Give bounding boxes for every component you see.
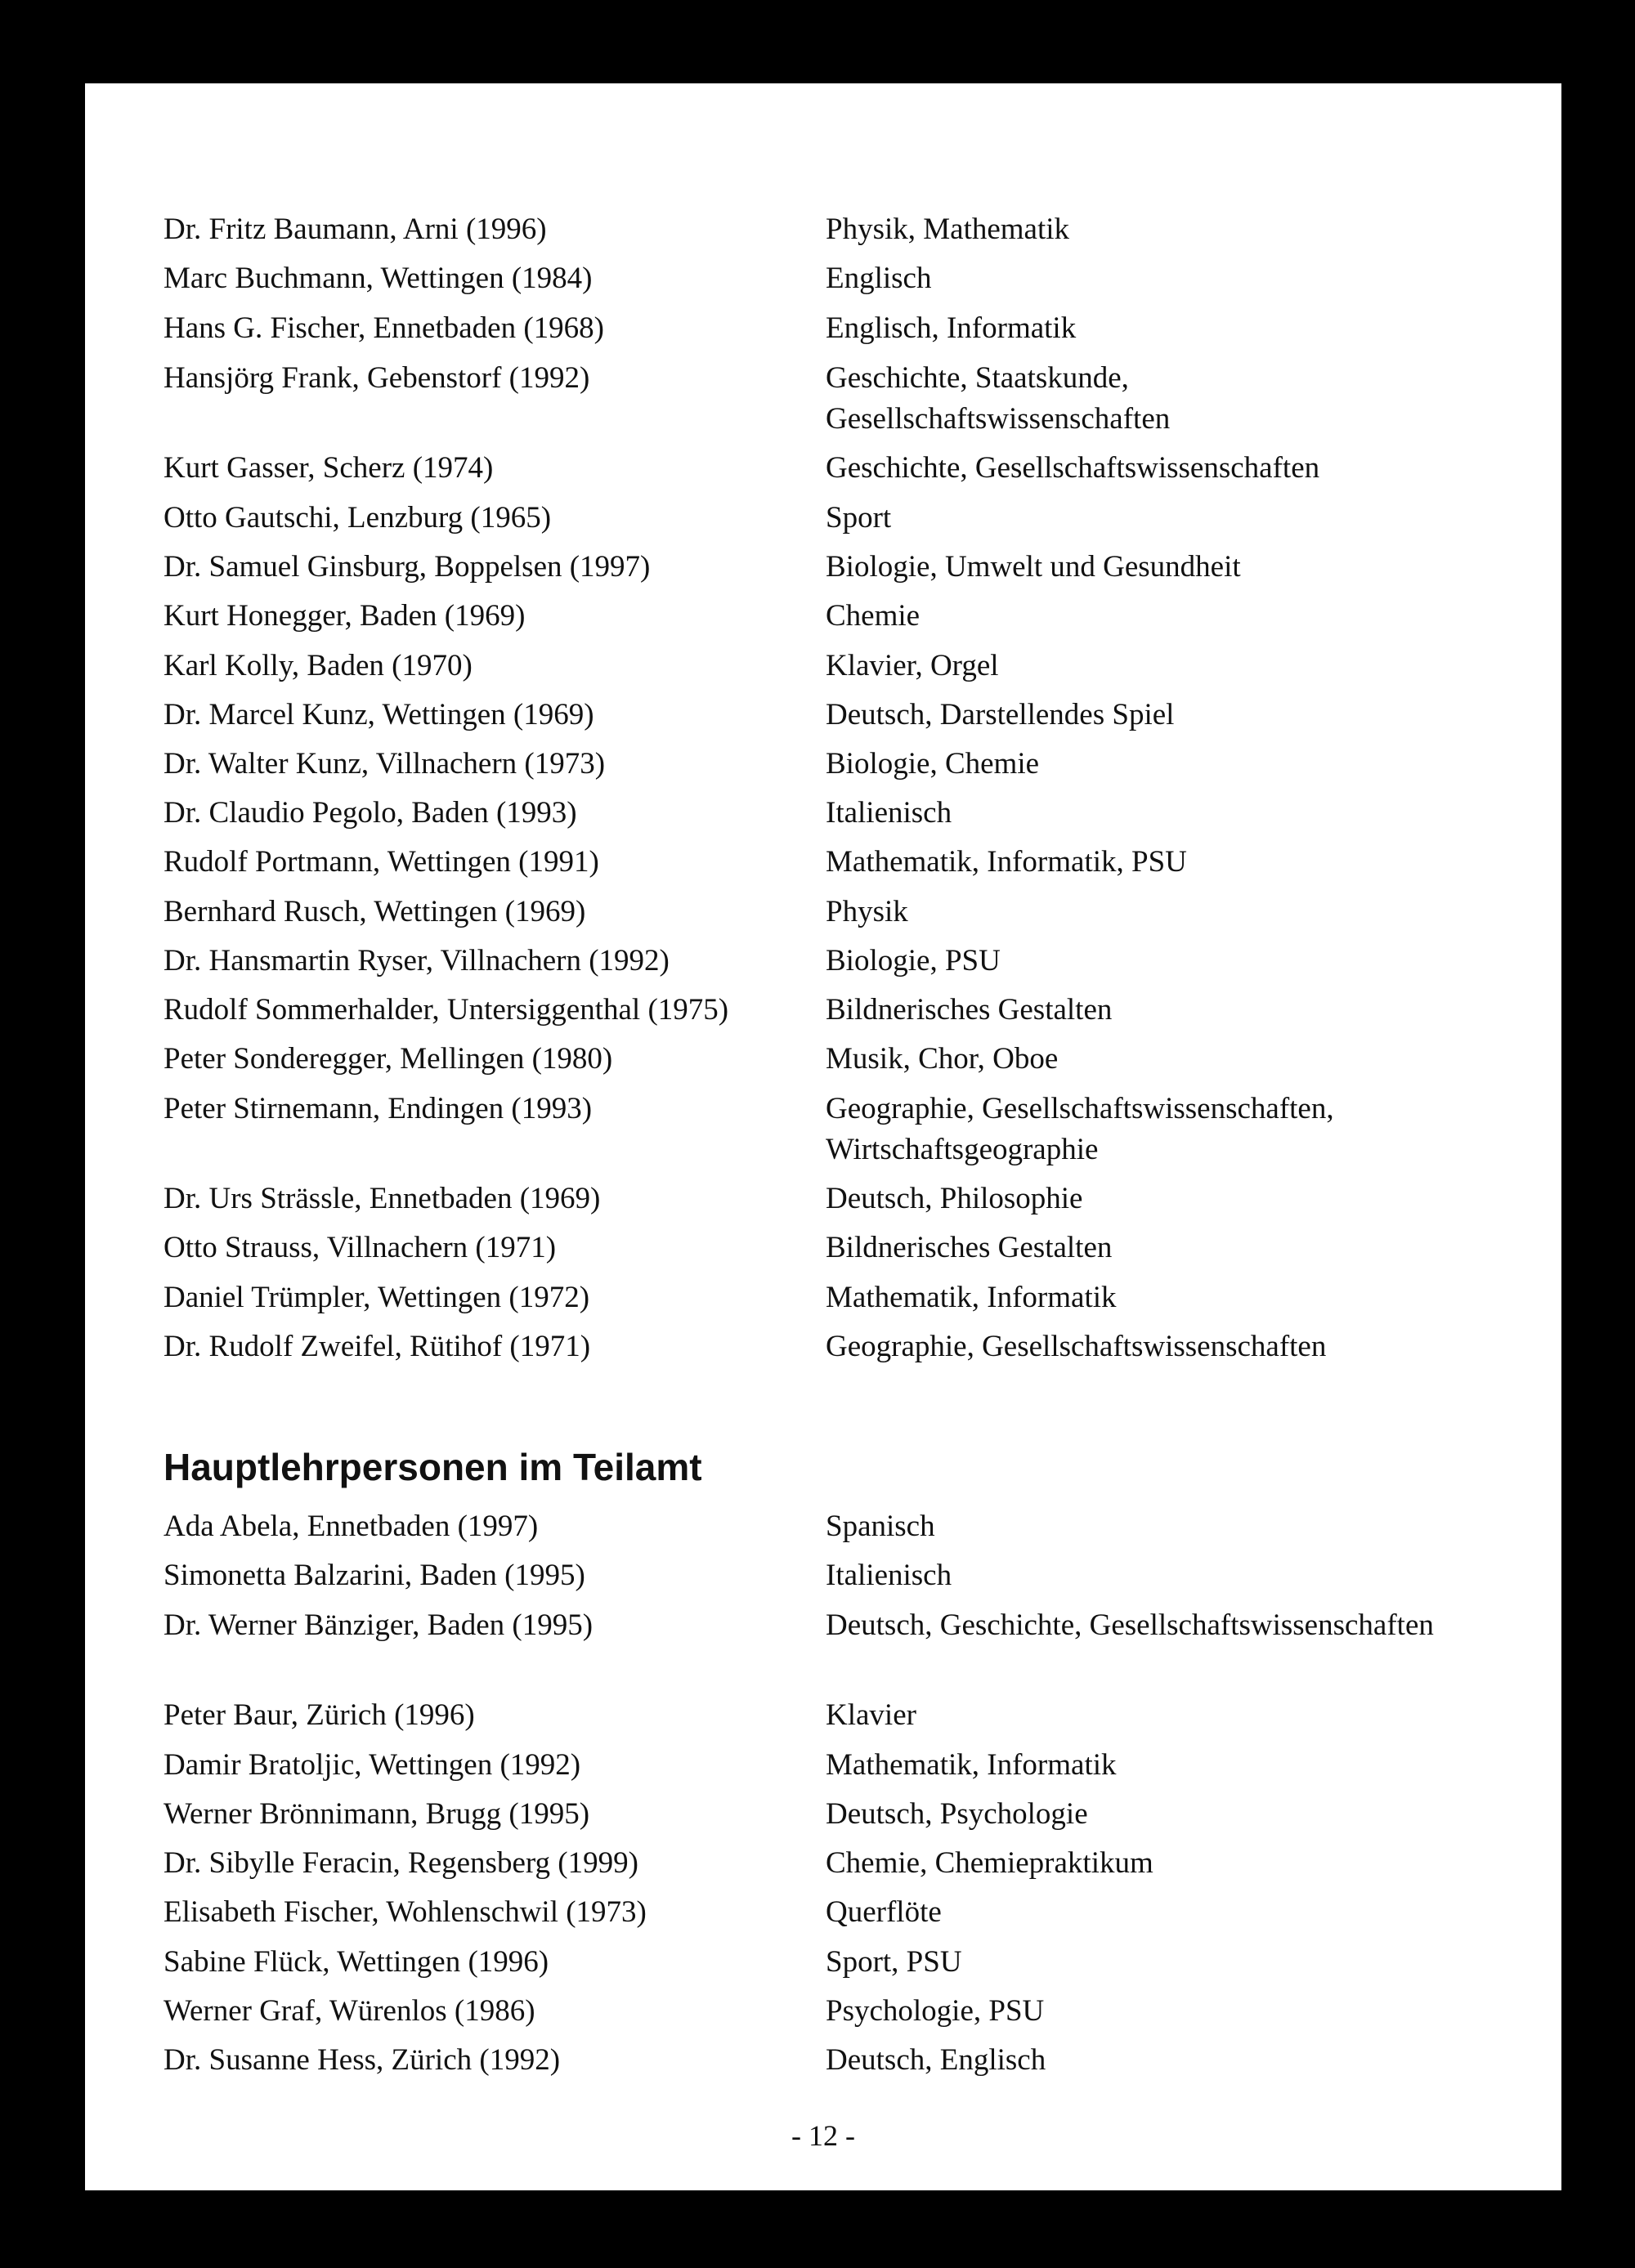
staff-subjects: Bildnerisches Gestalten <box>826 993 1113 1027</box>
staff-name: Ada Abela, Ennetbaden (1997) <box>164 1510 539 1543</box>
staff-name: Rudolf Portmann, Wettingen (1991) <box>164 845 599 879</box>
staff-name: Kurt Gasser, Scherz (1974) <box>164 451 494 485</box>
staff-subjects: Deutsch, Psychologie <box>826 1797 1088 1831</box>
staff-subjects: Geographie, Gesellschaftswissenschaften, Wirtschaftsgeographie <box>826 1092 1334 1166</box>
staff-subjects: Bildnerisches Gestalten <box>826 1231 1113 1264</box>
staff-subjects: Sport <box>826 501 892 535</box>
staff-name: Kurt Honegger, Baden (1969) <box>164 599 526 633</box>
staff-subjects: Querflöte <box>826 1895 942 1929</box>
staff-subjects: Mathematik, Informatik <box>826 1748 1117 1782</box>
staff-name: Dr. Hansmartin Ryser, Villnachern (1992) <box>164 944 670 977</box>
staff-name: Dr. Werner Bänziger, Baden (1995) <box>164 1608 594 1642</box>
staff-name: Dr. Fritz Baumann, Arni (1996) <box>164 212 547 246</box>
staff-name: Marc Buchmann, Wettingen (1984) <box>164 262 593 295</box>
staff-subjects: Geographie, Gesellschaftswissenschaften <box>826 1330 1327 1363</box>
staff-subjects: Mathematik, Informatik <box>826 1281 1117 1314</box>
staff-subjects: Biologie, Umwelt und Gesundheit <box>826 550 1241 584</box>
staff-subjects: Chemie, Chemiepraktikum <box>826 1846 1153 1880</box>
staff-name: Hans G. Fischer, Ennetbaden (1968) <box>164 311 604 345</box>
staff-subjects: Spanisch <box>826 1510 935 1543</box>
staff-name: Otto Gautschi, Lenzburg (1965) <box>164 501 552 535</box>
staff-name: Damir Bratoljic, Wettingen (1992) <box>164 1748 581 1782</box>
staff-subjects: Geschichte, Staatskunde, Gesellschaftswissenschaften <box>826 361 1171 436</box>
staff-subjects: Italienisch <box>826 1559 952 1592</box>
staff-name: Dr. Rudolf Zweifel, Rütihof (1971) <box>164 1330 591 1363</box>
staff-name: Dr. Claudio Pegolo, Baden (1993) <box>164 796 577 830</box>
staff-name: Elisabeth Fischer, Wohlenschwil (1973) <box>164 1895 647 1929</box>
page-number: - 12 - <box>791 2119 855 2152</box>
staff-name: Dr. Susanne Hess, Zürich (1992) <box>164 2043 561 2077</box>
staff-name: Dr. Samuel Ginsburg, Boppelsen (1997) <box>164 550 651 584</box>
staff-name: Rudolf Sommerhalder, Untersiggenthal (1975) <box>164 993 729 1027</box>
staff-name: Peter Baur, Zürich (1996) <box>164 1698 475 1732</box>
staff-subjects: Deutsch, Englisch <box>826 2043 1046 2077</box>
staff-name: Bernhard Rusch, Wettingen (1969) <box>164 895 586 928</box>
staff-subjects: Geschichte, Gesellschaftswissenschaften <box>826 451 1320 485</box>
staff-subjects: Physik <box>826 895 908 928</box>
staff-name: Simonetta Balzarini, Baden (1995) <box>164 1559 585 1592</box>
staff-name: Peter Sonderegger, Mellingen (1980) <box>164 1042 613 1076</box>
staff-name: Dr. Sibylle Feracin, Regensberg (1999) <box>164 1846 638 1880</box>
staff-subjects: Italienisch <box>826 796 952 830</box>
staff-subjects: Biologie, Chemie <box>826 747 1040 781</box>
staff-subjects: Deutsch, Darstellendes Spiel <box>826 698 1175 731</box>
staff-subjects: Deutsch, Philosophie <box>826 1182 1083 1215</box>
staff-name: Dr. Walter Kunz, Villnachern (1973) <box>164 747 606 781</box>
staff-subjects: Chemie <box>826 599 921 633</box>
staff-subjects: Mathematik, Informatik, PSU <box>826 845 1187 879</box>
staff-name: Karl Kolly, Baden (1970) <box>164 649 473 682</box>
staff-subjects: Psychologie, PSU <box>826 1994 1045 2028</box>
staff-name: Sabine Flück, Wettingen (1996) <box>164 1945 549 1979</box>
staff-subjects: Klavier <box>826 1698 916 1732</box>
staff-name: Daniel Trümpler, Wettingen (1972) <box>164 1281 590 1314</box>
staff-name: Peter Stirnemann, Endingen (1993) <box>164 1092 593 1125</box>
staff-name: Werner Brönnimann, Brugg (1995) <box>164 1797 590 1831</box>
staff-subjects: Musik, Chor, Oboe <box>826 1042 1059 1076</box>
staff-subjects: Sport, PSU <box>826 1945 962 1979</box>
staff-subjects: Englisch <box>826 262 932 295</box>
staff-name: Otto Strauss, Villnachern (1971) <box>164 1231 557 1264</box>
staff-subjects: Englisch, Informatik <box>826 311 1077 345</box>
staff-name: Dr. Marcel Kunz, Wettingen (1969) <box>164 698 594 731</box>
staff-subjects: Deutsch, Geschichte, Gesellschaftswissenschaften <box>826 1608 1434 1642</box>
section-heading: Hauptlehrpersonen im Teilamt <box>164 1446 702 1488</box>
staff-subjects: Physik, Mathematik <box>826 212 1070 246</box>
staff-subjects: Biologie, PSU <box>826 944 1001 977</box>
staff-name: Hansjörg Frank, Gebenstorf (1992) <box>164 361 590 395</box>
staff-name: Dr. Urs Strässle, Ennetbaden (1969) <box>164 1182 601 1215</box>
document-page <box>85 83 1561 2190</box>
staff-subjects: Klavier, Orgel <box>826 649 999 682</box>
staff-name: Werner Graf, Würenlos (1986) <box>164 1994 535 2028</box>
